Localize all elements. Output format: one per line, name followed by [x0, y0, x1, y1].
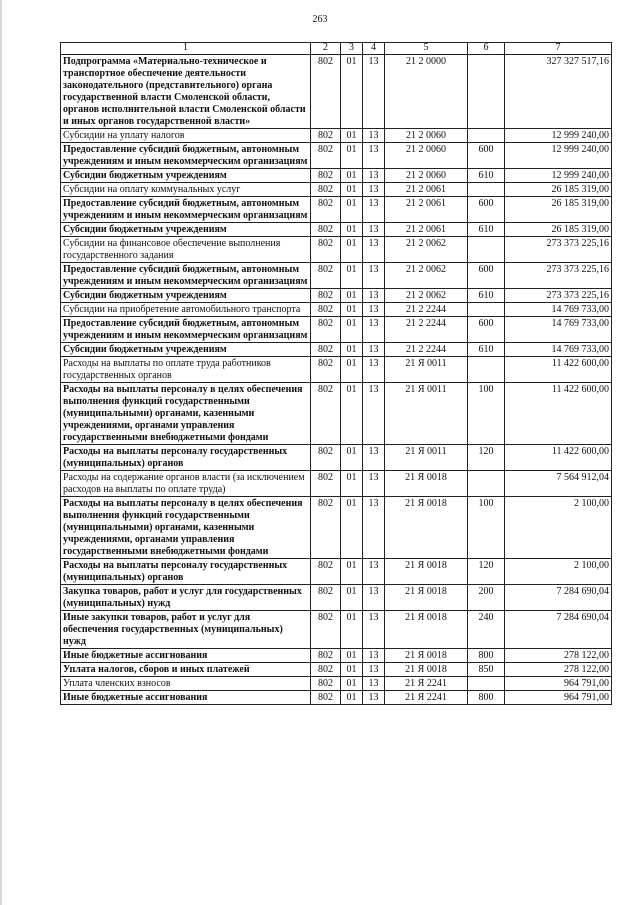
cell-subsection: 13 — [363, 497, 385, 559]
column-header: 6 — [468, 43, 505, 55]
cell-target-article: 21 Я 0018 — [385, 611, 468, 649]
cell-expense-type: 100 — [468, 497, 505, 559]
table-row — [61, 343, 612, 357]
cell-name: Субсидии бюджетным учреждениям — [61, 289, 311, 303]
cell-target-article: 21 Я 0018 — [385, 559, 468, 585]
cell-amount: 964 791,00 — [505, 677, 612, 691]
cell-expense-type — [468, 183, 505, 197]
cell-name: Расходы на выплаты персоналу в целях обеспечения выполнения функций государственными (муниципальными) органами, казенными учреждениями, органами управления государственными внебюджетными фондами — [61, 383, 311, 445]
cell-subsection: 13 — [363, 197, 385, 223]
cell-name: Иные бюджетные ассигнования — [61, 691, 311, 705]
cell-name: Расходы на выплаты персоналу в целях обеспечения выполнения функций государственными (муниципальными) органами, казенными учреждениями, органами управления государственными внебюджетными фондами — [61, 497, 311, 559]
cell-subsection: 13 — [363, 663, 385, 677]
cell-subsection: 13 — [363, 55, 385, 129]
cell-amount: 11 422 600,00 — [505, 383, 612, 445]
cell-ved-code: 802 — [311, 169, 341, 183]
cell-name: Субсидии на финансовое обеспечение выполнения государственного задания — [61, 237, 311, 263]
cell-section: 01 — [341, 143, 363, 169]
cell-name: Субсидии на уплату налогов — [61, 129, 311, 143]
cell-expense-type: 200 — [468, 585, 505, 611]
table-row — [61, 263, 612, 289]
cell-section: 01 — [341, 129, 363, 143]
cell-subsection: 13 — [363, 303, 385, 317]
table-row — [61, 183, 612, 197]
cell-subsection: 13 — [363, 383, 385, 445]
cell-section: 01 — [341, 357, 363, 383]
column-number-row — [61, 43, 612, 55]
cell-target-article: 21 2 2244 — [385, 343, 468, 357]
cell-subsection: 13 — [363, 129, 385, 143]
cell-section: 01 — [341, 559, 363, 585]
column-header: 1 — [61, 43, 311, 55]
cell-ved-code: 802 — [311, 611, 341, 649]
budget-table — [60, 42, 612, 705]
table-row — [61, 357, 612, 383]
cell-name: Субсидии бюджетным учреждениям — [61, 223, 311, 237]
cell-expense-type: 600 — [468, 197, 505, 223]
table-row — [61, 289, 612, 303]
cell-target-article: 21 2 0060 — [385, 143, 468, 169]
cell-subsection: 13 — [363, 169, 385, 183]
cell-subsection: 13 — [363, 471, 385, 497]
cell-target-article: 21 Я 0011 — [385, 445, 468, 471]
cell-name: Уплата членских взносов — [61, 677, 311, 691]
cell-section: 01 — [341, 223, 363, 237]
cell-ved-code: 802 — [311, 129, 341, 143]
cell-target-article: 21 Я 0018 — [385, 497, 468, 559]
cell-amount: 14 769 733,00 — [505, 303, 612, 317]
cell-target-article: 21 Я 2241 — [385, 677, 468, 691]
cell-expense-type: 610 — [468, 169, 505, 183]
cell-section: 01 — [341, 677, 363, 691]
scan-edge-shadow — [0, 0, 2, 905]
table-row — [61, 663, 612, 677]
cell-expense-type: 610 — [468, 343, 505, 357]
cell-ved-code: 802 — [311, 55, 341, 129]
cell-target-article: 21 Я 0018 — [385, 471, 468, 497]
cell-expense-type: 800 — [468, 649, 505, 663]
table-row — [61, 55, 612, 129]
cell-expense-type: 120 — [468, 445, 505, 471]
cell-section: 01 — [341, 691, 363, 705]
cell-section: 01 — [341, 169, 363, 183]
cell-name: Предоставление субсидий бюджетным, автономным учреждениям и иным некоммерческим организациям — [61, 197, 311, 223]
cell-subsection: 13 — [363, 263, 385, 289]
cell-expense-type: 610 — [468, 223, 505, 237]
cell-expense-type — [468, 357, 505, 383]
cell-target-article: 21 2 0000 — [385, 55, 468, 129]
column-header: 3 — [341, 43, 363, 55]
column-header: 2 — [311, 43, 341, 55]
table-row — [61, 649, 612, 663]
cell-expense-type: 800 — [468, 691, 505, 705]
table-row — [61, 129, 612, 143]
cell-name: Расходы на выплаты персоналу государственных (муниципальных) органов — [61, 559, 311, 585]
cell-amount: 12 999 240,00 — [505, 143, 612, 169]
cell-name: Подпрограмма «Материально-техническое и транспортное обеспечение деятельности законодательного (представительного) органа государственной власти Смоленской области, органов исполнительной власти Смоленской области и иных органов государственной власти» — [61, 55, 311, 129]
cell-expense-type: 100 — [468, 383, 505, 445]
table-row — [61, 677, 612, 691]
cell-ved-code: 802 — [311, 677, 341, 691]
cell-name: Расходы на содержание органов власти (за исключением расходов на выплаты по оплате труда) — [61, 471, 311, 497]
cell-ved-code: 802 — [311, 343, 341, 357]
cell-target-article: 21 Я 0018 — [385, 649, 468, 663]
cell-section: 01 — [341, 649, 363, 663]
cell-amount: 26 185 319,00 — [505, 223, 612, 237]
cell-amount: 7 284 690,04 — [505, 611, 612, 649]
cell-target-article: 21 2 0061 — [385, 197, 468, 223]
cell-name: Субсидии бюджетным учреждениям — [61, 169, 311, 183]
table-row — [61, 223, 612, 237]
cell-amount: 273 373 225,16 — [505, 237, 612, 263]
cell-name: Закупка товаров, работ и услуг для государственных (муниципальных) нужд — [61, 585, 311, 611]
cell-ved-code: 802 — [311, 649, 341, 663]
cell-subsection: 13 — [363, 289, 385, 303]
cell-section: 01 — [341, 585, 363, 611]
cell-section: 01 — [341, 611, 363, 649]
cell-ved-code: 802 — [311, 317, 341, 343]
cell-amount: 26 185 319,00 — [505, 197, 612, 223]
cell-subsection: 13 — [363, 611, 385, 649]
cell-expense-type: 240 — [468, 611, 505, 649]
cell-section: 01 — [341, 263, 363, 289]
cell-amount: 273 373 225,16 — [505, 263, 612, 289]
table-row — [61, 585, 612, 611]
cell-expense-type: 600 — [468, 263, 505, 289]
cell-target-article: 21 2 0061 — [385, 183, 468, 197]
cell-expense-type — [468, 471, 505, 497]
cell-target-article: 21 2 0060 — [385, 169, 468, 183]
cell-subsection: 13 — [363, 317, 385, 343]
cell-section: 01 — [341, 197, 363, 223]
cell-ved-code: 802 — [311, 237, 341, 263]
table-row — [61, 383, 612, 445]
cell-amount: 278 122,00 — [505, 663, 612, 677]
table-row — [61, 237, 612, 263]
table-row — [61, 445, 612, 471]
page-number: 263 — [312, 14, 328, 25]
cell-ved-code: 802 — [311, 585, 341, 611]
cell-section: 01 — [341, 445, 363, 471]
cell-subsection: 13 — [363, 357, 385, 383]
cell-amount: 26 185 319,00 — [505, 183, 612, 197]
cell-section: 01 — [341, 663, 363, 677]
cell-amount: 7 284 690,04 — [505, 585, 612, 611]
cell-amount: 7 564 912,04 — [505, 471, 612, 497]
cell-amount: 14 769 733,00 — [505, 343, 612, 357]
table-row — [61, 611, 612, 649]
cell-ved-code: 802 — [311, 691, 341, 705]
cell-amount: 12 999 240,00 — [505, 169, 612, 183]
cell-target-article: 21 2 2244 — [385, 303, 468, 317]
cell-name: Иные закупки товаров, работ и услуг для обеспечения государственных (муниципальных) нужд — [61, 611, 311, 649]
cell-name: Предоставление субсидий бюджетным, автономным учреждениям и иным некоммерческим организациям — [61, 263, 311, 289]
cell-target-article: 21 2 0062 — [385, 289, 468, 303]
cell-target-article: 21 Я 2241 — [385, 691, 468, 705]
cell-section: 01 — [341, 497, 363, 559]
cell-ved-code: 802 — [311, 223, 341, 237]
cell-section: 01 — [341, 55, 363, 129]
cell-ved-code: 802 — [311, 197, 341, 223]
cell-amount: 278 122,00 — [505, 649, 612, 663]
cell-name: Уплата налогов, сборов и иных платежей — [61, 663, 311, 677]
table-row — [61, 497, 612, 559]
cell-ved-code: 802 — [311, 143, 341, 169]
cell-ved-code: 802 — [311, 445, 341, 471]
cell-expense-type: 610 — [468, 289, 505, 303]
cell-section: 01 — [341, 317, 363, 343]
column-header: 7 — [505, 43, 612, 55]
cell-name: Иные бюджетные ассигнования — [61, 649, 311, 663]
cell-subsection: 13 — [363, 691, 385, 705]
cell-name: Расходы на выплаты по оплате труда работников государственных органов — [61, 357, 311, 383]
cell-amount: 12 999 240,00 — [505, 129, 612, 143]
cell-expense-type — [468, 55, 505, 129]
cell-target-article: 21 2 0061 — [385, 223, 468, 237]
cell-subsection: 13 — [363, 223, 385, 237]
cell-expense-type: 600 — [468, 143, 505, 169]
table-row — [61, 471, 612, 497]
cell-amount: 964 791,00 — [505, 691, 612, 705]
cell-name: Субсидии на оплату коммунальных услуг — [61, 183, 311, 197]
cell-ved-code: 802 — [311, 357, 341, 383]
cell-amount: 2 100,00 — [505, 559, 612, 585]
cell-ved-code: 802 — [311, 289, 341, 303]
cell-subsection: 13 — [363, 237, 385, 263]
cell-section: 01 — [341, 471, 363, 497]
cell-expense-type — [468, 129, 505, 143]
cell-section: 01 — [341, 383, 363, 445]
cell-ved-code: 802 — [311, 303, 341, 317]
table-body — [61, 55, 612, 705]
cell-ved-code: 802 — [311, 471, 341, 497]
cell-section: 01 — [341, 289, 363, 303]
cell-section: 01 — [341, 343, 363, 357]
cell-subsection: 13 — [363, 445, 385, 471]
cell-amount: 2 100,00 — [505, 497, 612, 559]
cell-subsection: 13 — [363, 649, 385, 663]
cell-expense-type: 850 — [468, 663, 505, 677]
cell-ved-code: 802 — [311, 559, 341, 585]
cell-amount: 11 422 600,00 — [505, 357, 612, 383]
cell-target-article: 21 2 0060 — [385, 129, 468, 143]
table-row — [61, 317, 612, 343]
cell-target-article: 21 Я 0018 — [385, 585, 468, 611]
cell-target-article: 21 2 2244 — [385, 317, 468, 343]
cell-ved-code: 802 — [311, 383, 341, 445]
cell-name: Предоставление субсидий бюджетным, автономным учреждениям и иным некоммерческим организациям — [61, 143, 311, 169]
cell-target-article: 21 2 0062 — [385, 263, 468, 289]
cell-amount: 14 769 733,00 — [505, 317, 612, 343]
table-row — [61, 169, 612, 183]
cell-subsection: 13 — [363, 143, 385, 169]
cell-amount: 273 373 225,16 — [505, 289, 612, 303]
cell-expense-type — [468, 303, 505, 317]
cell-amount: 11 422 600,00 — [505, 445, 612, 471]
cell-ved-code: 802 — [311, 183, 341, 197]
column-header: 5 — [385, 43, 468, 55]
table-row — [61, 691, 612, 705]
cell-target-article: 21 2 0062 — [385, 237, 468, 263]
cell-target-article: 21 Я 0018 — [385, 663, 468, 677]
cell-section: 01 — [341, 237, 363, 263]
cell-ved-code: 802 — [311, 663, 341, 677]
cell-section: 01 — [341, 303, 363, 317]
cell-subsection: 13 — [363, 677, 385, 691]
cell-expense-type: 600 — [468, 317, 505, 343]
table-row — [61, 197, 612, 223]
cell-ved-code: 802 — [311, 263, 341, 289]
cell-target-article: 21 Я 0011 — [385, 383, 468, 445]
column-header: 4 — [363, 43, 385, 55]
cell-name: Субсидии бюджетным учреждениям — [61, 343, 311, 357]
cell-expense-type: 120 — [468, 559, 505, 585]
cell-amount: 327 327 517,16 — [505, 55, 612, 129]
cell-name: Предоставление субсидий бюджетным, автономным учреждениям и иным некоммерческим организациям — [61, 317, 311, 343]
cell-subsection: 13 — [363, 183, 385, 197]
table-row — [61, 143, 612, 169]
cell-subsection: 13 — [363, 559, 385, 585]
cell-name: Расходы на выплаты персоналу государственных (муниципальных) органов — [61, 445, 311, 471]
cell-target-article: 21 Я 0011 — [385, 357, 468, 383]
cell-expense-type — [468, 237, 505, 263]
table-row — [61, 559, 612, 585]
cell-subsection: 13 — [363, 343, 385, 357]
table-row — [61, 303, 612, 317]
cell-name: Субсидии на приобретение автомобильного транспорта — [61, 303, 311, 317]
cell-subsection: 13 — [363, 585, 385, 611]
cell-section: 01 — [341, 183, 363, 197]
cell-expense-type — [468, 677, 505, 691]
cell-ved-code: 802 — [311, 497, 341, 559]
